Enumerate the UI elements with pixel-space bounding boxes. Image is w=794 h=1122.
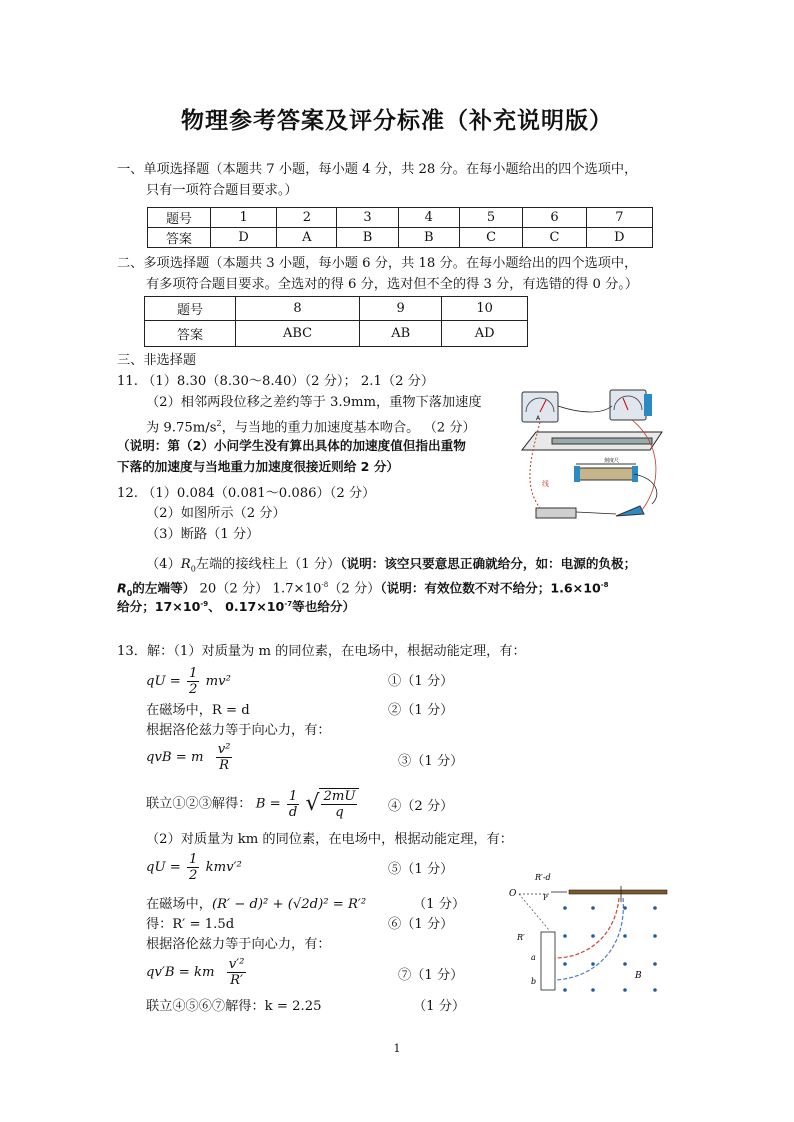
eq3-den: R bbox=[219, 758, 230, 773]
question-number: 6 bbox=[523, 208, 586, 228]
q13-lorentz: 根据洛伦兹力等于向心力，有： bbox=[146, 723, 331, 738]
q12-line3: （3）断路（1 分） bbox=[146, 527, 260, 542]
eq4-num: 1 bbox=[288, 788, 298, 804]
equation-6-line bbox=[146, 895, 366, 915]
table-row-label: 答案 bbox=[148, 228, 211, 248]
eq7-num: v′² bbox=[228, 957, 245, 972]
eq1-num: 1 bbox=[189, 666, 198, 681]
page-number: 1 bbox=[393, 1042, 401, 1055]
answer-cell: ABC bbox=[236, 321, 360, 347]
q13-intro: 13．解：（1）对质量为 m 的同位素，在电场中，根据动能定理，有： bbox=[117, 644, 526, 659]
label-r-minus-d: R′-d bbox=[535, 873, 551, 882]
q12-part4-label: （4） bbox=[146, 557, 181, 572]
section3-heading: 三、非选择题 bbox=[117, 353, 197, 368]
answer-cell: B bbox=[337, 228, 398, 248]
q12-line2: （2）如图所示（2 分） bbox=[146, 506, 286, 521]
section1-intro-line2: 只有一项符合题目要求。） bbox=[146, 183, 298, 198]
label-a: a bbox=[531, 953, 536, 962]
question-number: 5 bbox=[459, 208, 522, 228]
eq4-fraction bbox=[287, 789, 299, 820]
eq1-fraction bbox=[187, 666, 199, 697]
equation-4: 联立①②③解得： B = $\frac{1}{d}$ √ $\frac{2mU}{q}$ bbox=[146, 788, 359, 820]
q12-exp: -8 bbox=[321, 581, 329, 589]
eq4-den: d bbox=[288, 804, 298, 820]
mark-1: ①（1 分） bbox=[388, 674, 454, 689]
answer-cell: A bbox=[277, 228, 337, 248]
question-number: 9 bbox=[360, 297, 442, 321]
equation-1 bbox=[146, 666, 231, 697]
r0-symbol: R bbox=[117, 580, 127, 596]
q11-accel-exp: 2 bbox=[216, 419, 222, 428]
label-o: O bbox=[509, 889, 517, 899]
question-number: 3 bbox=[337, 208, 398, 228]
eq1-den: 2 bbox=[189, 682, 198, 697]
q13-magnetic: 在磁场中，R = d bbox=[146, 703, 250, 718]
label-field-b: B bbox=[635, 971, 642, 981]
q11-line1: 11. （1）8.30（8.30～8.40）（2 分）； 2.1（2 分） bbox=[117, 374, 435, 389]
q11-accel-text: ，与当地的重力加速度基本吻合。 （2 分） bbox=[221, 420, 476, 436]
voltmeter-icon bbox=[610, 390, 652, 420]
eq4-sqrt bbox=[319, 788, 359, 820]
eq3-num: v² bbox=[217, 742, 231, 757]
eq5-fraction bbox=[187, 852, 199, 883]
battery-icon bbox=[536, 508, 576, 518]
single-choice-answer-table bbox=[147, 207, 653, 248]
mark-3: ③（1 分） bbox=[398, 754, 464, 769]
eq3-fraction bbox=[216, 742, 233, 773]
mark-6: ⑥（1 分） bbox=[388, 917, 454, 932]
q11-note-line2: 下落的加速度与当地重力加速度很接近则给 2 分） bbox=[117, 459, 400, 474]
answer-cell: AD bbox=[442, 321, 528, 347]
label-b: b bbox=[531, 977, 537, 986]
ammeter-icon bbox=[522, 392, 558, 422]
q13-solve2: 联立④⑤⑥⑦解得：k = 2.25 bbox=[146, 999, 322, 1014]
answer-cell: D bbox=[211, 228, 277, 248]
q12-note3-b: 、 0.17×10 bbox=[208, 599, 285, 614]
q12-note-end: 的左端等） bbox=[132, 580, 196, 596]
q13-solve1: 联立①②③解得： bbox=[146, 796, 252, 812]
question-number: 4 bbox=[398, 208, 459, 228]
circuit-figure bbox=[512, 384, 670, 526]
eq5-num: 1 bbox=[189, 852, 198, 867]
eq6: (R′ − d)² + (√2d)² = R′² bbox=[211, 897, 367, 912]
q12-note3-exp1: -9 bbox=[200, 599, 209, 608]
section1-intro-line1: 一、单项选择题（本题共 7 小题，每小题 4 分，共 28 分。在每小题给出的四个选项中， bbox=[117, 162, 638, 177]
eq3-lhs: qvB = m bbox=[146, 750, 204, 765]
eq5-rhs: kmv′² bbox=[205, 860, 242, 875]
q12-note2-exp: -8 bbox=[600, 581, 609, 589]
svg-text:线: 线 bbox=[542, 480, 549, 488]
q12-line6 bbox=[117, 596, 355, 615]
r0-subscript: 0 bbox=[190, 564, 196, 574]
question-number: 8 bbox=[236, 297, 360, 321]
q12-part4-answer: 左端的接线柱上（1 分） bbox=[195, 557, 341, 572]
ammeter-label: A bbox=[536, 415, 541, 422]
eq7-den: R′ bbox=[230, 973, 244, 988]
q12-note3-c: 等也给分） bbox=[292, 599, 356, 614]
eq7-fraction bbox=[227, 957, 247, 988]
eq5-lhs: qU = bbox=[146, 860, 181, 875]
equation-3 bbox=[146, 742, 234, 773]
eq7-lhs: qv′B = km bbox=[146, 965, 215, 980]
q13-result: 得：R′ = 1.5d bbox=[146, 917, 235, 932]
q12-score: （2 分） bbox=[328, 581, 381, 597]
magnetic-field-figure bbox=[505, 868, 675, 998]
question-number: 2 bbox=[277, 208, 337, 228]
q12-note3-exp2: -7 bbox=[284, 599, 293, 608]
answer-cell: B bbox=[398, 228, 459, 248]
section2-intro-line1: 二、多项选择题（本题共 3 小题，每小题 6 分，共 18 分。在每小题给出的四个选项中， bbox=[117, 256, 638, 271]
q12-note2: （说明：有效位数不对不给分；1.6×10 bbox=[380, 580, 601, 596]
q11-accel-value: 为 9.75m/s bbox=[146, 420, 217, 436]
mark-5: ⑤（1 分） bbox=[388, 862, 454, 877]
section2-intro-line2: 有多项符合题目要求。全选对的得 6 分，选对但不全的得 3 分，有选错的得 0 分。） bbox=[146, 277, 639, 292]
trajectory-b bbox=[555, 898, 623, 980]
q12-part4-note: （说明：该空只要意思正确就给分，如：电源的负极； bbox=[340, 556, 637, 571]
answer-cell: D bbox=[586, 228, 652, 248]
q11-line2: （2）相邻两段位移之差约等于 3.9mm，重物下落加速度 bbox=[146, 395, 482, 410]
q13-lorentz2: 根据洛伦兹力等于向心力，有： bbox=[146, 937, 331, 952]
eq1-lhs: qU = bbox=[146, 674, 181, 689]
eq4-lhs: B = bbox=[255, 796, 281, 812]
ruler-label: 刻度尺 bbox=[604, 458, 620, 464]
q11-note-line1: （说明：第（2）小问学生没有算出具体的加速度值但指出重物 bbox=[117, 438, 466, 453]
mark-8: （1 分） bbox=[413, 999, 466, 1014]
q12-note3-a: 给分；17×10 bbox=[117, 599, 201, 614]
detector-plate bbox=[541, 932, 555, 990]
equation-7 bbox=[146, 957, 248, 988]
table-row-label: 题号 bbox=[145, 297, 236, 321]
eq4-root-num: 2mU bbox=[323, 789, 356, 804]
plate bbox=[569, 890, 667, 894]
answer-cell: C bbox=[523, 228, 586, 248]
question-number: 10 bbox=[442, 297, 528, 321]
question-number: 1 bbox=[211, 208, 277, 228]
eq1-rhs: mv² bbox=[205, 674, 231, 689]
answer-cell: AB bbox=[360, 321, 442, 347]
mark-4: ④（2 分） bbox=[388, 799, 454, 814]
label-r-prime: R′ bbox=[517, 933, 525, 942]
field-dots bbox=[563, 906, 657, 992]
page-title: 物理参考答案及评分标准（补充说明版） bbox=[181, 108, 613, 134]
mark-2: ②（1 分） bbox=[388, 703, 454, 718]
q13-part2: （2）对质量为 km 的同位素，在电场中，根据动能定理，有： bbox=[146, 832, 513, 847]
label-p: P bbox=[543, 894, 548, 902]
multi-choice-answer-table bbox=[144, 296, 528, 347]
eq5-den: 2 bbox=[189, 868, 198, 883]
r0-symbol: R bbox=[180, 557, 191, 572]
q13-magnetic2: 在磁场中， bbox=[146, 897, 212, 912]
answer-cell: C bbox=[459, 228, 522, 248]
r0-subscript: 0 bbox=[126, 589, 133, 599]
q12-line1: 12. （1）0.084（0.081～0.086）（2 分） bbox=[117, 486, 376, 501]
q12-answer-20: 20（2 分） 1.7×10 bbox=[195, 581, 322, 597]
table-row-label: 题号 bbox=[148, 208, 211, 228]
equation-5 bbox=[146, 852, 242, 883]
mark-6a: （1 分） bbox=[413, 897, 466, 912]
eq4-root-den: q bbox=[335, 805, 344, 820]
question-number: 7 bbox=[586, 208, 652, 228]
table-row-label: 答案 bbox=[145, 321, 236, 347]
mark-7: ⑦（1 分） bbox=[398, 968, 464, 983]
